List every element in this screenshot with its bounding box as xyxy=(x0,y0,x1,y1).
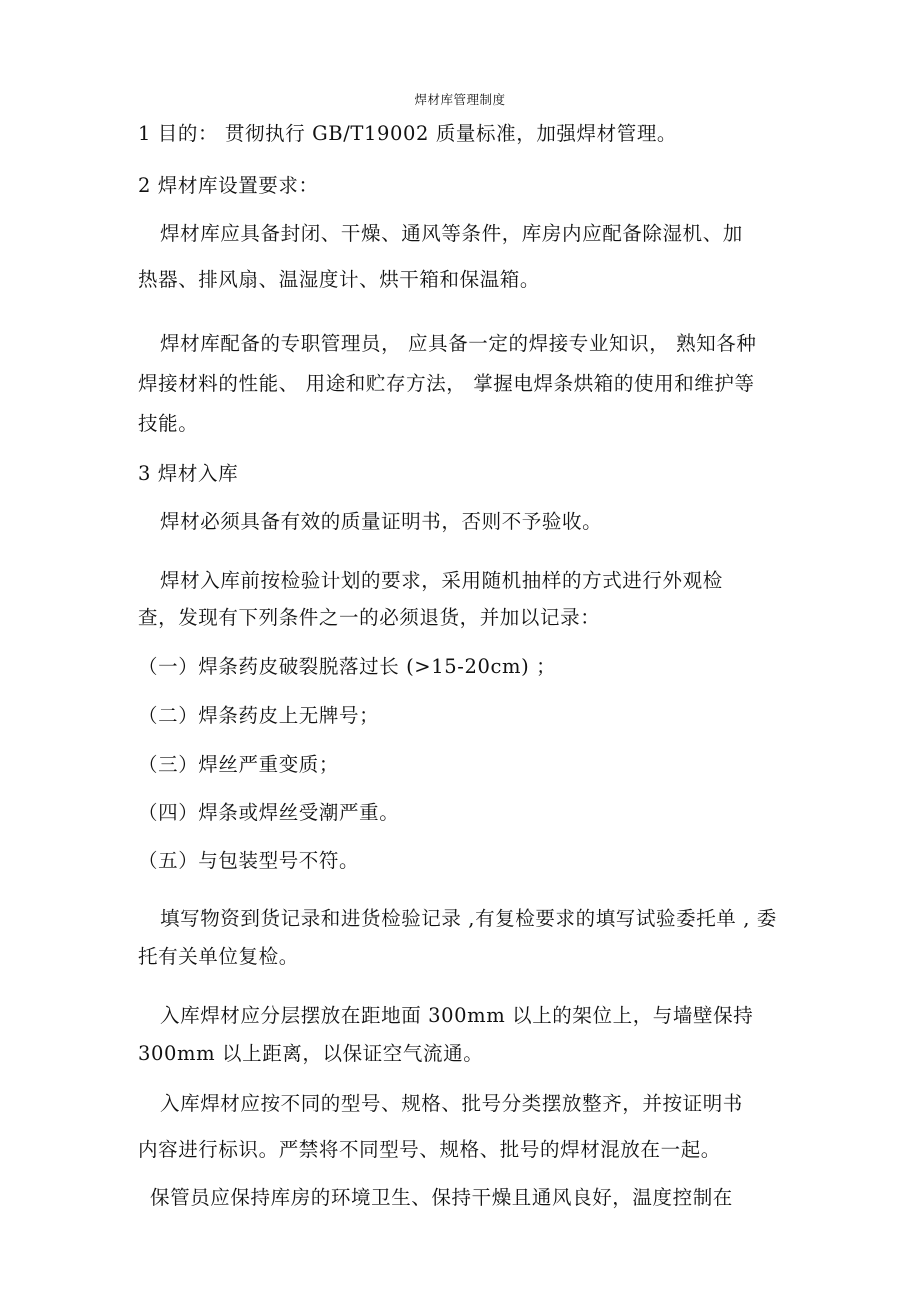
paragraph-line: 查，发现有下列条件之一的必须退货，并加以记录： xyxy=(138,606,601,629)
paragraph-line: 托有关单位复检。 xyxy=(138,945,299,968)
paragraph-line: 技能。 xyxy=(138,412,199,435)
paragraph-line: 内容进行标识。严禁将不同型号、规格、批号的焊材混放在一起。 xyxy=(138,1138,721,1161)
section-heading: 3 焊材入库 xyxy=(138,462,239,485)
paragraph-line: 焊接材料的性能、 用途和贮存方法， 掌握电焊条烘箱的使用和维护等 xyxy=(138,372,755,395)
section-heading: 2 焊材库设置要求： xyxy=(138,174,319,197)
paragraph-line: 焊材入库前按检验计划的要求，采用随机抽样的方式进行外观检 xyxy=(160,569,723,592)
paragraph-line: 入库焊材应按不同的型号、规格、批号分类摆放整齐，并按证明书 xyxy=(160,1092,743,1115)
list-item: （四）焊条或焊丝受潮严重。 xyxy=(138,801,400,824)
paragraph-line: 焊材库应具备封闭、干燥、通风等条件，库房内应配备除湿机、加 xyxy=(160,222,743,245)
paragraph-line: 填写物资到货记录和进货检验记录 ,有复检要求的填写试验委托单 , 委 xyxy=(160,907,777,930)
list-item: （二）焊条药皮上无牌号； xyxy=(138,704,380,727)
list-item: （一）焊条药皮破裂脱落过长 (>15-20cm) ； xyxy=(138,655,557,678)
paragraph-line: 焊材必须具备有效的质量证明书，否则不予验收。 xyxy=(160,510,603,533)
paragraph-line: 入库焊材应分层摆放在距地面 300mm 以上的架位上，与墙壁保持 xyxy=(160,1004,754,1027)
paragraph-line: 300mm 以上距离，以保证空气流通。 xyxy=(138,1042,484,1065)
paragraph-line: 焊材库配备的专职管理员， 应具备一定的焊接专业知识， 熟知各种 xyxy=(160,332,757,355)
paragraph-line: 保管员应保持库房的环境卫生、保持干燥且通风良好，温度控制在 xyxy=(150,1186,733,1209)
paragraph-line: 热器、排风扇、温湿度计、烘干箱和保温箱。 xyxy=(138,268,541,291)
list-item: （三）焊丝严重变质； xyxy=(138,753,340,776)
paragraph-line: 1 目的： 贯彻执行 GB/T19002 质量标准，加强焊材管理。 xyxy=(138,122,678,145)
document-title: 焊材库管理制度 xyxy=(414,92,506,107)
list-item: （五）与包装型号不符。 xyxy=(138,849,360,872)
